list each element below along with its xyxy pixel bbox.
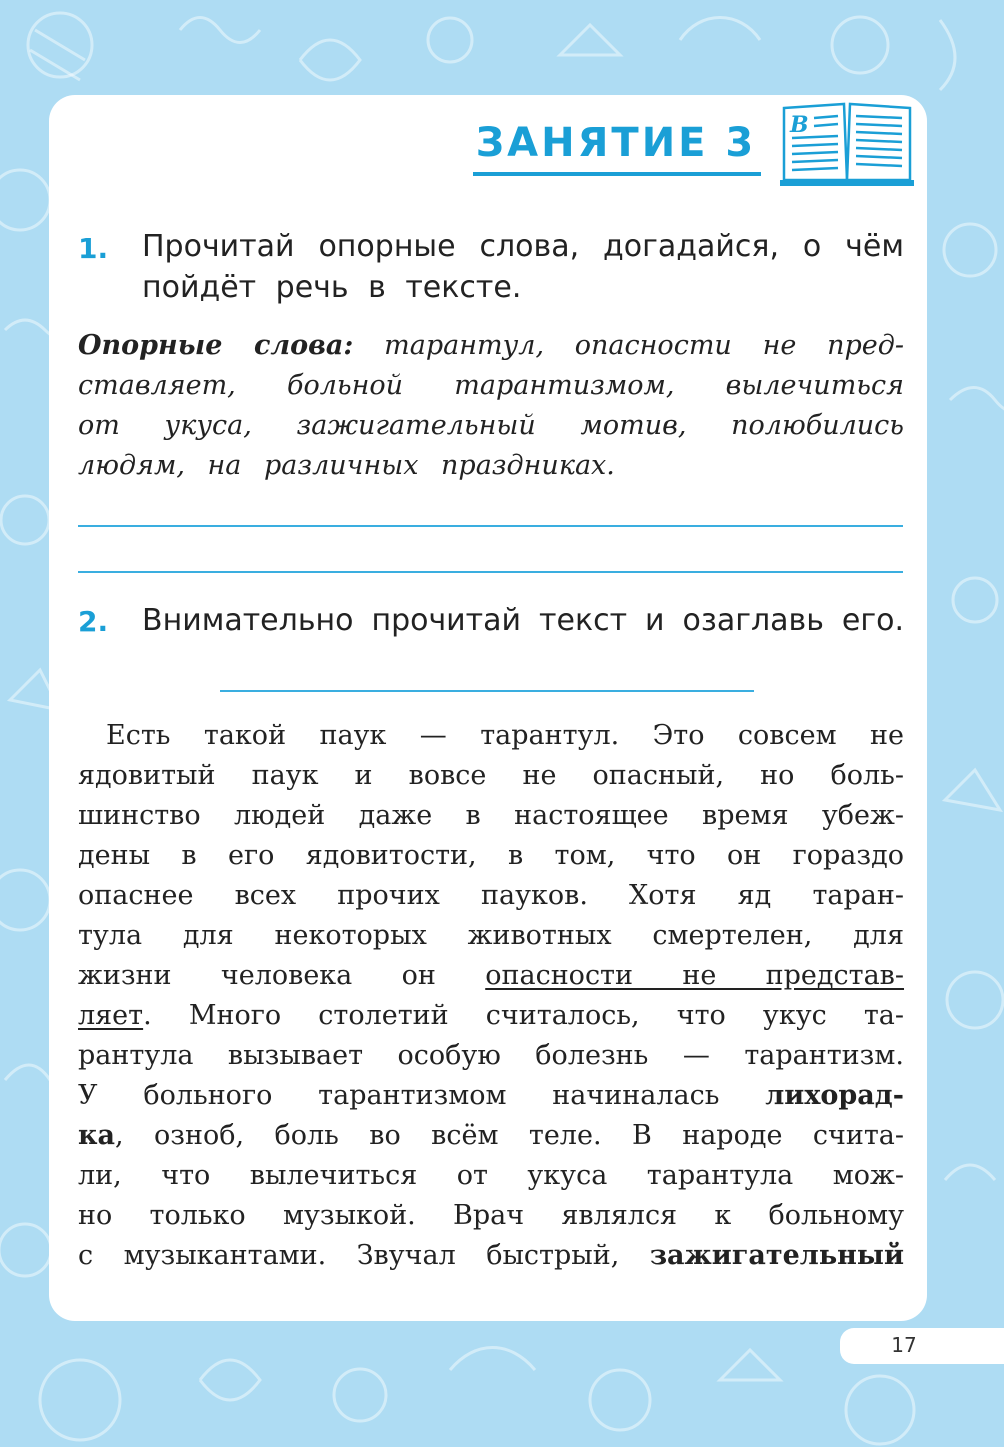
story-segment: У больного тарантизмом начиналась	[78, 1080, 720, 1111]
keywords-line-3: от укуса, зажигательный мотив, полюбились	[78, 410, 904, 441]
open-book-icon	[778, 100, 916, 188]
task-2-number: 2.	[78, 605, 109, 638]
title-underline	[473, 172, 761, 176]
bold-keyword: зажигательный	[649, 1240, 904, 1271]
story-line: ядовитый паук и вовсе не опасный, но боль-	[78, 760, 904, 791]
story-line: дены в его ядовитости, в том, что он гораздо	[78, 840, 904, 871]
story-line	[78, 1120, 904, 1151]
story-line: рантула вызывает особую болезнь — тарантизм.	[78, 1040, 904, 1071]
task-1-text-line-2: пойдёт речь в тексте.	[142, 270, 522, 305]
story-line	[78, 1000, 904, 1031]
story-line: ли, что вылечиться от укуса тарантула мож-	[78, 1160, 904, 1191]
story-line	[78, 1240, 904, 1271]
underlined-keyword: опасности не представ-	[485, 960, 905, 991]
story-line: опаснее всех прочих пауков. Хотя яд таран-	[78, 880, 904, 911]
task-1-number: 1.	[78, 232, 109, 265]
story-line	[78, 960, 904, 991]
story-line: но только музыкой. Врач являлся к больному	[78, 1200, 904, 1231]
keywords-line-1: тарантул, опасности не пред-	[384, 330, 904, 361]
svg-text:B: B	[790, 112, 809, 138]
story-line	[78, 1080, 904, 1111]
bold-keyword: ка	[78, 1120, 115, 1151]
title-answer-line[interactable]	[220, 690, 754, 692]
story-segment: с музыкантами. Звучал быстрый,	[78, 1240, 620, 1271]
bold-keyword: лихорад-	[765, 1080, 904, 1111]
keywords-line-2: ставляет, больной тарантизмом, вылечиться	[78, 370, 904, 401]
answer-line-2[interactable]	[78, 571, 903, 573]
task-2-text: Внимательно прочитай текст и озаглавь его.	[142, 603, 904, 638]
keywords-label: Опорные слова:	[78, 330, 354, 361]
story-segment: . Много столетий считалось, что укус та-	[143, 1000, 904, 1031]
story-line: тула для некоторых животных смертелен, для	[78, 920, 904, 951]
story-line: шинство людей даже в настоящее время убеж-	[78, 800, 904, 831]
answer-line-1[interactable]	[78, 525, 903, 527]
underlined-keyword: ляет	[78, 1000, 144, 1031]
keywords-line-4: людям, на различных праздниках.	[78, 450, 615, 481]
page-number: 17	[891, 1333, 917, 1357]
task-1-text-line-1: Прочитай опорные слова, догадайся, о чём	[142, 229, 904, 264]
lesson-title: ЗАНЯТИЕ 3	[475, 120, 757, 166]
story-segment: жизни человека он	[78, 960, 436, 991]
story-line: Есть такой паук — тарантул. Это совсем не	[106, 720, 904, 751]
story-segment: , озноб, боль во всём теле. В народе счита-	[115, 1120, 904, 1151]
